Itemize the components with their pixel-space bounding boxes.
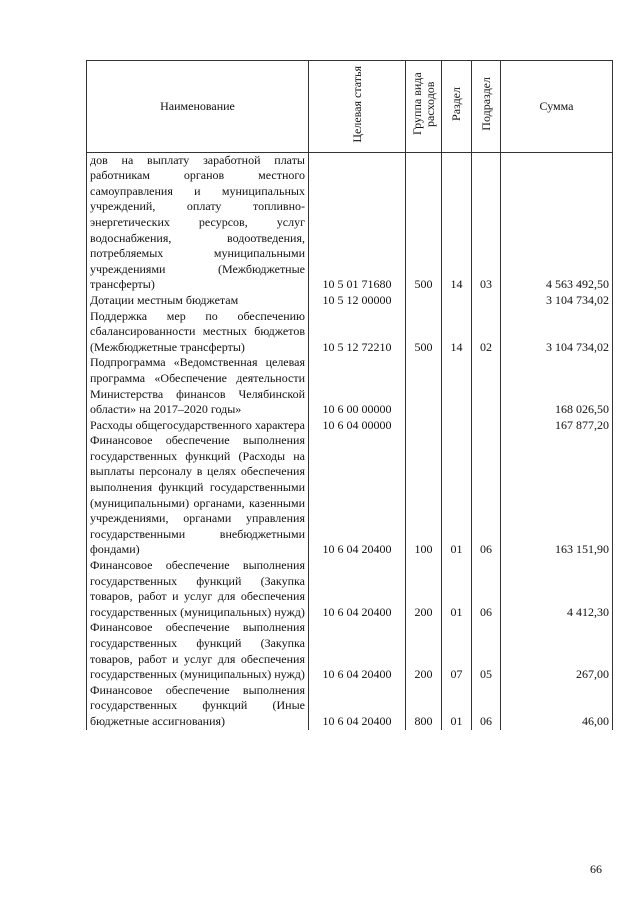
cell-target: 10 5 12 00000 <box>309 293 406 309</box>
cell-group: 500 <box>406 152 442 293</box>
cell-sum: 267,00 <box>501 620 613 682</box>
cell-sum: 3 104 734,02 <box>501 293 613 309</box>
cell-name: Дотации местным бюджетам <box>87 293 309 309</box>
table-row <box>87 309 613 356</box>
cell-subsection <box>472 293 501 309</box>
cell-subsection <box>472 418 501 434</box>
cell-name: Финансовое обеспечение выполнения государственных функций (Расходы на выплаты персоналу в целях обеспечения выполнения функций государственными (муниципальными) органами, казенными учреждениями, органами управления государственными внебюджетными фондами) <box>87 433 309 558</box>
table-header-row <box>87 61 613 153</box>
budget-table <box>86 60 613 730</box>
header-subsection: Подраздел <box>472 61 501 153</box>
table-row <box>87 418 613 434</box>
cell-target: 10 5 01 71680 <box>309 152 406 293</box>
table-row <box>87 152 613 293</box>
cell-target: 10 6 00 00000 <box>309 355 406 417</box>
cell-section <box>442 418 472 434</box>
cell-sum: 3 104 734,02 <box>501 309 613 356</box>
cell-name: дов на выплату заработной платы работникам органов местного самоуправления и муниципальных учреждений, оплату топливно-энергетических ресурсов, услуг водоснабжения, водоотведения, потребляемых муниципальными учреждениями (Межбюджетные трансферты) <box>87 152 309 293</box>
cell-group <box>406 418 442 434</box>
cell-sum: 167 877,20 <box>501 418 613 434</box>
cell-group: 200 <box>406 558 442 620</box>
cell-sum: 168 026,50 <box>501 355 613 417</box>
cell-name: Расходы общегосударственного характера <box>87 418 309 434</box>
table-row <box>87 683 613 730</box>
cell-section <box>442 293 472 309</box>
cell-sum: 46,00 <box>501 683 613 730</box>
table-row <box>87 293 613 309</box>
cell-section: 01 <box>442 558 472 620</box>
cell-name: Финансовое обеспечение выполнения государственных функций (Закупка товаров, работ и услуг для обеспечения государственных (муниципальных) нужд) <box>87 620 309 682</box>
cell-group: 800 <box>406 683 442 730</box>
cell-section: 01 <box>442 683 472 730</box>
cell-target: 10 6 04 00000 <box>309 418 406 434</box>
cell-sum: 4 412,30 <box>501 558 613 620</box>
cell-section <box>442 355 472 417</box>
cell-name: Поддержка мер по обеспечению сбалансированности местных бюджетов (Межбюджетные трансферты) <box>87 309 309 356</box>
header-name: Наименование <box>87 61 309 153</box>
cell-target: 10 6 04 20400 <box>309 433 406 558</box>
cell-group: 500 <box>406 309 442 356</box>
cell-group: 200 <box>406 620 442 682</box>
cell-subsection <box>472 355 501 417</box>
header-section: Раздел <box>442 61 472 153</box>
header-target: Целевая статья <box>309 61 406 153</box>
cell-subsection: 06 <box>472 558 501 620</box>
header-group: Группа вида расходов <box>406 61 442 153</box>
table-row <box>87 558 613 620</box>
cell-section: 01 <box>442 433 472 558</box>
cell-name: Финансовое обеспечение выполнения государственных функций (Закупка товаров, работ и услуг для обеспечения государственных (муниципальных) нужд) <box>87 558 309 620</box>
table-row <box>87 433 613 558</box>
cell-section: 07 <box>442 620 472 682</box>
cell-subsection: 05 <box>472 620 501 682</box>
cell-sum: 4 563 492,50 <box>501 152 613 293</box>
cell-target: 10 6 04 20400 <box>309 558 406 620</box>
cell-name: Подпрограмма «Ведомственная целевая программа «Обеспечение деятельности Министерства финансов Челябинской области» на 2017–2020 годы» <box>87 355 309 417</box>
cell-group: 100 <box>406 433 442 558</box>
cell-subsection: 06 <box>472 683 501 730</box>
table-row <box>87 620 613 682</box>
cell-subsection: 06 <box>472 433 501 558</box>
cell-section: 14 <box>442 309 472 356</box>
cell-subsection: 03 <box>472 152 501 293</box>
table-row <box>87 355 613 417</box>
cell-section: 14 <box>442 152 472 293</box>
cell-target: 10 6 04 20400 <box>309 620 406 682</box>
cell-name: Финансовое обеспечение выполнения государственных функций (Иные бюджетные ассигнования) <box>87 683 309 730</box>
cell-sum: 163 151,90 <box>501 433 613 558</box>
cell-target: 10 6 04 20400 <box>309 683 406 730</box>
cell-group <box>406 355 442 417</box>
header-sum: Сумма <box>501 61 613 153</box>
page-number: 66 <box>590 862 602 876</box>
cell-subsection: 02 <box>472 309 501 356</box>
cell-group <box>406 293 442 309</box>
cell-target: 10 5 12 72210 <box>309 309 406 356</box>
